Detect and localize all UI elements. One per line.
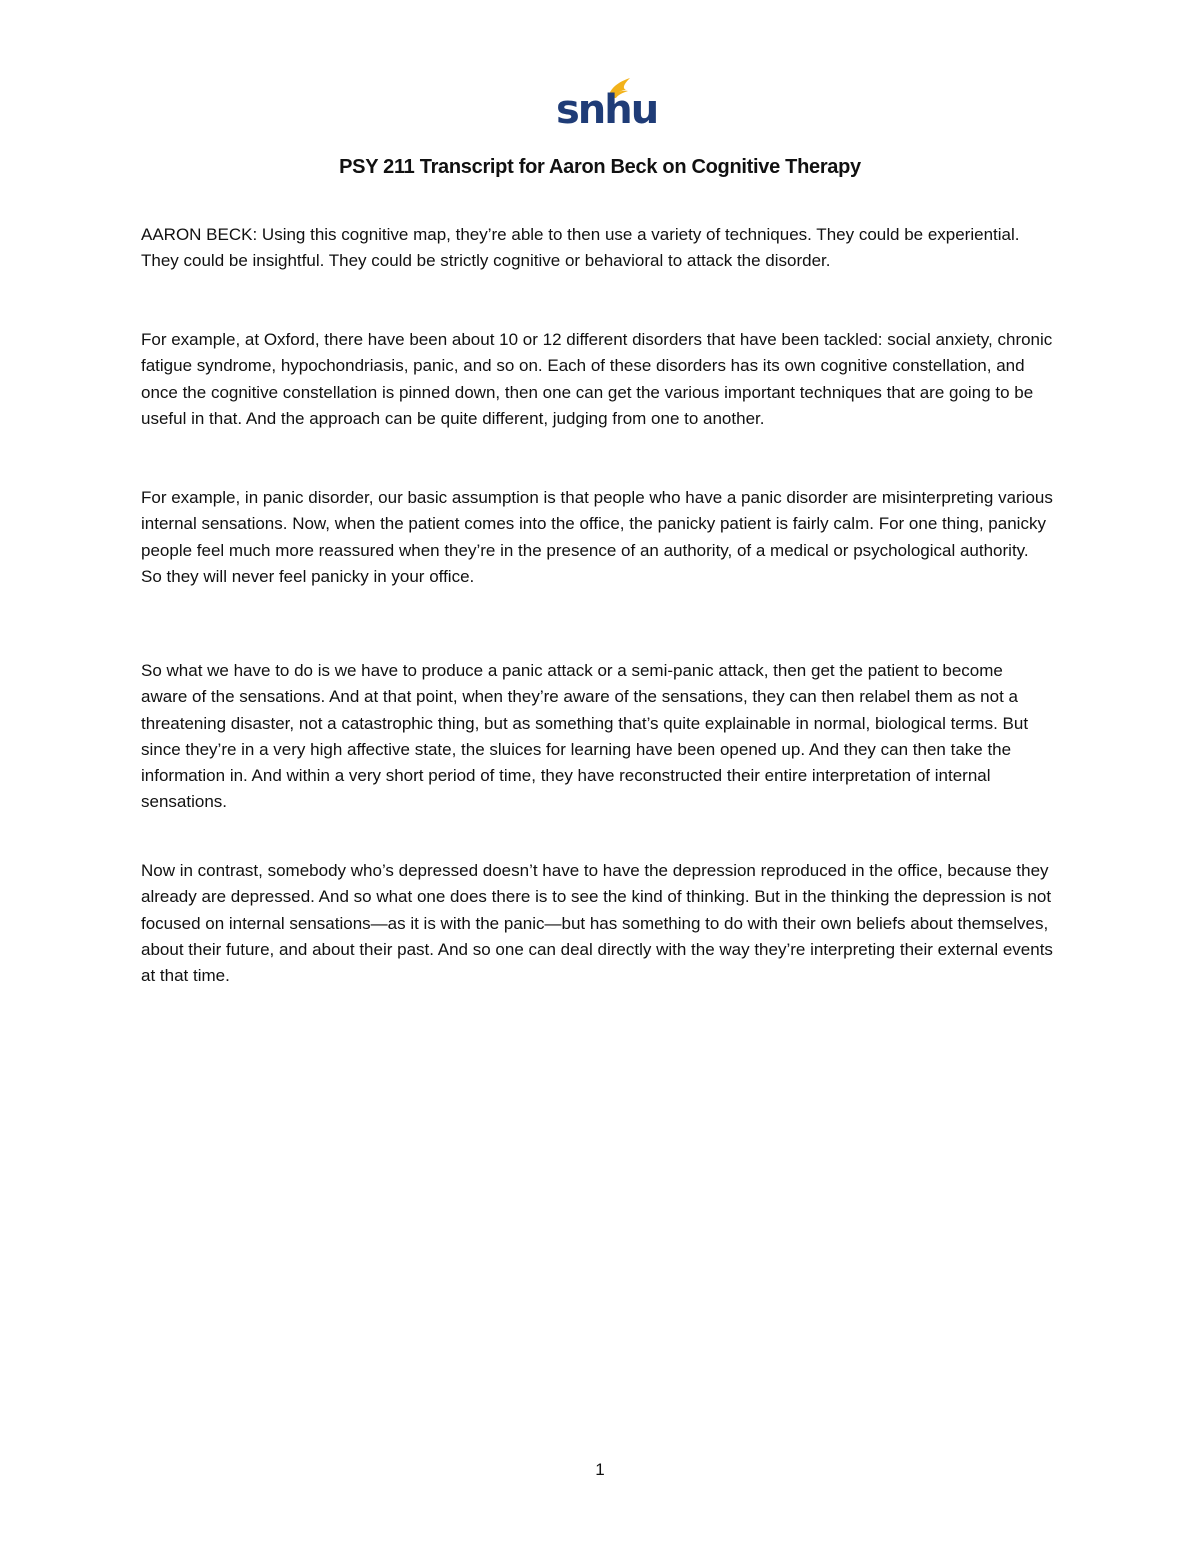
paragraph-3: For example, in panic disorder, our basic assumption is that people who have a panic disorder are misinterpreting various internal sensations. Now, when the patient comes into the office, the panicky patient is fairly calm. For one thing, panicky people feel much more reassured when they’re in the presence of an authority, of a medical or psychological authority. So they will never feel panicky in your office. bbox=[141, 488, 1053, 586]
logo-wordmark: snhu bbox=[556, 87, 658, 133]
snhu-logo bbox=[556, 74, 658, 134]
document-title: PSY 211 Transcript for Aaron Beck on Cognitive Therapy bbox=[339, 156, 861, 178]
page-number: 1 bbox=[595, 1460, 605, 1479]
paragraph-4: So what we have to do is we have to produce a panic attack or a semi-panic attack, then get the patient to become aware of the sensations. And at that point, when they’re aware of the sensations, they can then relabel them as not a threatening disaster, not a catastrophic thing, but as something that’s quite explainable in normal, biological terms. But since they’re in a very high affective state, the sluices for learning have been opened up. And they can then take the information in. And within a very short period of time, they have reconstructed their entire interpretation of internal sensations. bbox=[141, 661, 1029, 812]
paragraph-5: Now in contrast, somebody who’s depressed doesn’t have to have the depression reproduced in the office, because they already are depressed. And so what one does there is to see the kind of thinking. But in the thinking the depression is not focused on internal sensations—as it is with the panic—but has something to do with their own beliefs about themselves, about their future, and about their past. And so one can deal directly with the way they’re interpreting their external events at that time. bbox=[141, 861, 1053, 986]
paragraph-1: AARON BECK: Using this cognitive map, they’re able to then use a variety of techniques. They could be experiential. They could be insightful. They could be strictly cognitive or behavioral to attack the disorder. bbox=[141, 225, 1020, 271]
paragraph-2: For example, at Oxford, there have been about 10 or 12 different disorders that have been tackled: social anxiety, chronic fatigue syndrome, hypochondriasis, panic, and so on. Each of these disorders has its own cognitive constellation, and once the cognitive constellation is pinned down, then one can get the various important techniques that are going to be useful in that. And the approach can be quite different, judging from one to another. bbox=[141, 330, 1053, 428]
